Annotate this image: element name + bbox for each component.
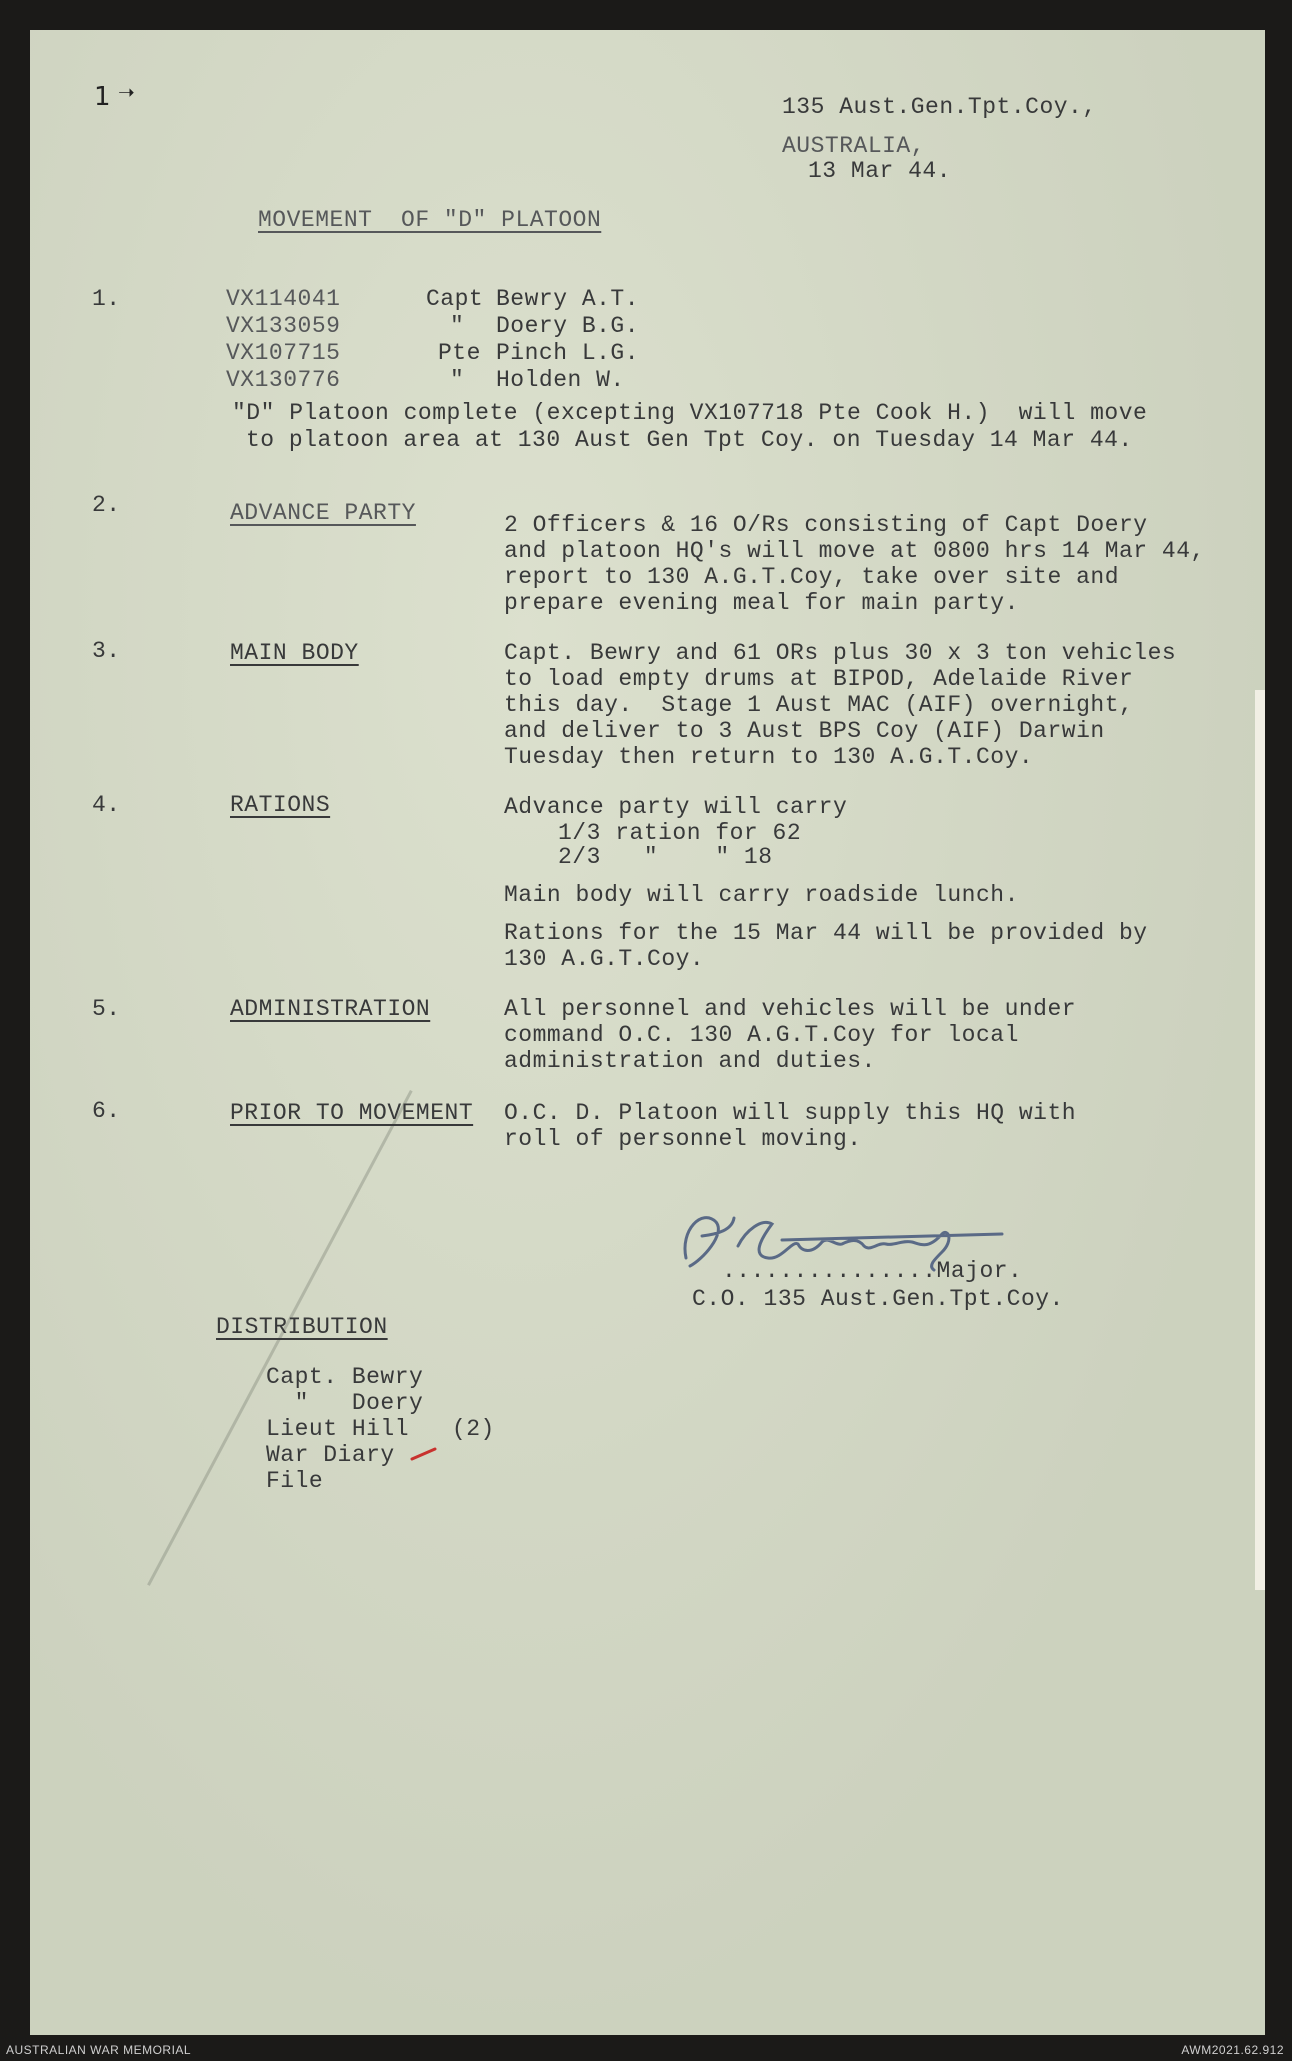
- page-mark: 1: [94, 82, 111, 112]
- para6-line: roll of personnel moving.: [504, 1126, 862, 1152]
- para4-line: Rations for the 15 Mar 44 will be provided by: [504, 920, 1148, 946]
- para5-line: administration and duties.: [504, 1048, 876, 1074]
- para1-name: Doery B.G.: [496, 313, 640, 339]
- distribution-item: War Diary: [266, 1442, 395, 1468]
- para1-service-no: VX130776: [226, 367, 341, 393]
- para4-line: 1/3 ration for 62: [558, 820, 802, 846]
- document-page: [30, 30, 1265, 2035]
- date: 13 Mar 44.: [808, 158, 952, 184]
- para4-line: Main body will carry roadside lunch.: [504, 882, 1019, 908]
- para6-heading: PRIOR TO MOVEMENT: [230, 1100, 474, 1126]
- para1-service-no: VX133059: [226, 313, 341, 339]
- para5-line: All personnel and vehicles will be under: [504, 996, 1077, 1022]
- para2-line: report to 130 A.G.T.Coy, take over site and: [504, 564, 1119, 590]
- paper-edge: [1255, 690, 1265, 1590]
- page-mark-arrow: ➝: [118, 80, 135, 104]
- para1-service-no: VX114041: [226, 286, 341, 312]
- para2-line: and platoon HQ's will move at 0800 hrs 14 Mar 44,: [504, 538, 1205, 564]
- para4-line: 130 A.G.T.Coy.: [504, 946, 705, 972]
- document-title: MOVEMENT OF "D" PLATOON: [258, 207, 602, 233]
- para6-number: 6.: [92, 1098, 121, 1124]
- footer-archive-name: AUSTRALIAN WAR MEMORIAL: [6, 2043, 192, 2057]
- place: AUSTRALIA,: [782, 133, 926, 159]
- para1-rank: Capt: [426, 286, 484, 312]
- para1-text: to platoon area at 130 Aust Gen Tpt Coy. on Tuesday 14 Mar 44.: [246, 427, 1133, 453]
- para2-number: 2.: [92, 492, 121, 518]
- para3-line: Tuesday then return to 130 A.G.T.Coy.: [504, 744, 1034, 770]
- para1-name: Bewry A.T.: [496, 286, 640, 312]
- para1-service-no: VX107715: [226, 340, 341, 366]
- para3-line: and deliver to 3 Aust BPS Coy (AIF) Darwin: [504, 718, 1105, 744]
- distribution-item: Lieut Hill (2): [266, 1416, 495, 1442]
- signature-rank-line: ...............Major.: [722, 1258, 1023, 1284]
- para1-number: 1.: [92, 286, 121, 312]
- signature-title: C.O. 135 Aust.Gen.Tpt.Coy.: [692, 1286, 1064, 1312]
- para4-number: 4.: [92, 792, 121, 818]
- para3-line: to load empty drums at BIPOD, Adelaide River: [504, 666, 1134, 692]
- distribution-item: File: [266, 1468, 324, 1494]
- footer-record-id: AWM2021.62.912: [1181, 2043, 1284, 2057]
- para1-rank: ": [450, 313, 465, 339]
- para1-rank: Pte: [438, 340, 481, 366]
- red-tick-mark: [410, 1446, 438, 1462]
- para2-line: 2 Officers & 16 O/Rs consisting of Capt Doery: [504, 512, 1148, 538]
- distribution-item: Capt. Bewry: [266, 1364, 424, 1390]
- para5-number: 5.: [92, 996, 121, 1022]
- distribution-heading: DISTRIBUTION: [216, 1314, 388, 1340]
- para1-rank: ": [450, 367, 465, 393]
- para4-line: Advance party will carry: [504, 794, 848, 820]
- para3-line: Capt. Bewry and 61 ORs plus 30 x 3 ton vehicles: [504, 640, 1177, 666]
- para3-heading: MAIN BODY: [230, 640, 359, 666]
- para1-name: Holden W.: [496, 367, 625, 393]
- para3-number: 3.: [92, 638, 121, 664]
- para5-line: command O.C. 130 A.G.T.Coy for local: [504, 1022, 1019, 1048]
- para4-line: 2/3 " " 18: [558, 844, 773, 870]
- unit-name: 135 Aust.Gen.Tpt.Coy.,: [782, 94, 1097, 120]
- para2-line: prepare evening meal for main party.: [504, 590, 1019, 616]
- para5-heading: ADMINISTRATION: [230, 996, 431, 1022]
- para4-heading: RATIONS: [230, 792, 331, 818]
- para2-heading: ADVANCE PARTY: [230, 500, 416, 526]
- para3-line: this day. Stage 1 Aust MAC (AIF) overnight,: [504, 692, 1134, 718]
- para6-line: O.C. D. Platoon will supply this HQ with: [504, 1100, 1077, 1126]
- para1-text: "D" Platoon complete (excepting VX107718 Pte Cook H.) will move: [232, 400, 1148, 426]
- para1-name: Pinch L.G.: [496, 340, 640, 366]
- distribution-item: " Doery: [266, 1390, 424, 1416]
